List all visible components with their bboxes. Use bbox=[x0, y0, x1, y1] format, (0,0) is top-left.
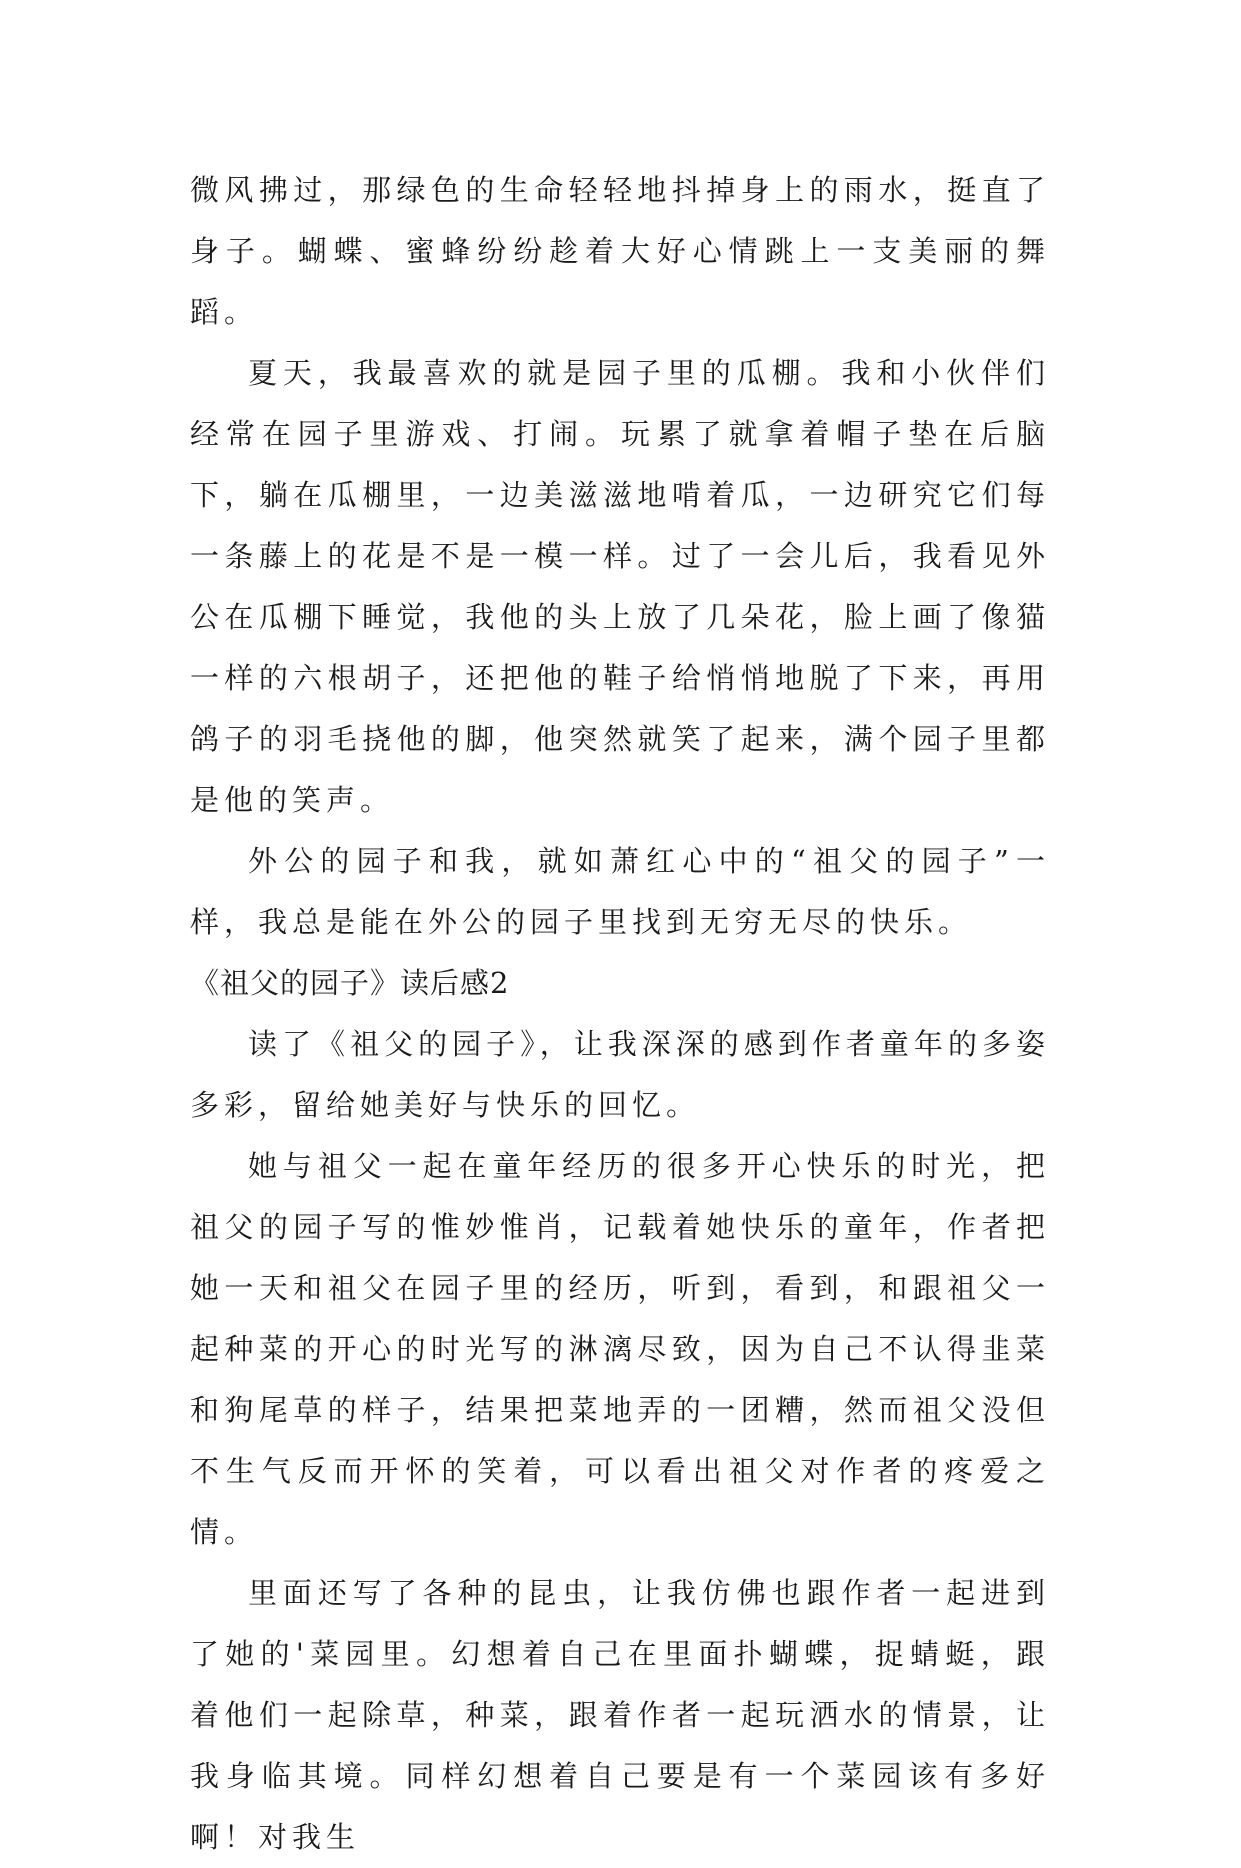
section-heading: 《祖父的园子》读后感2 bbox=[190, 966, 510, 1000]
document-body bbox=[190, 160, 1050, 1868]
paragraph-2: 夏天，我最喜欢的就是园子里的瓜棚。我和小伙伴们经常在园子里游戏、打闹。玩累了就拿着帽子垫在后脑下，躺在瓜棚里，一边美滋滋地啃着瓜，一边研究它们每一条藤上的花是不是一模一样。过了一会儿后，我看见外公在瓜棚下睡觉，我他的头上放了几朵花，脸上画了像猫一样的六根胡子，还把他的鞋子给悄悄地脱了下来，再用鸽子的羽毛挠他的脚，他突然就笑了起来，满个园子里都是他的笑声。 bbox=[190, 356, 1050, 817]
paragraph-3: 外公的园子和我，就如萧红心中的“祖父的园子”一样，我总是能在外公的园子里找到无穷无尽的快乐。 bbox=[190, 844, 1050, 939]
paragraph-4: 读了《祖父的园子》，让我深深的感到作者童年的多姿多彩，留给她美好与快乐的回忆。 bbox=[190, 1027, 1050, 1122]
paragraph-6: 里面还写了各种的昆虫，让我仿佛也跟作者一起进到了她的'菜园里。幻想着自己在里面扑蝴蝶，捉蜻蜓，跟着他们一起除草，种菜，跟着作者一起玩洒水的情景，让我身临其境。同样幻想着自己要是有一个菜园该有多好啊！对我生 bbox=[190, 1576, 1050, 1854]
paragraph-5: 她与祖父一起在童年经历的很多开心快乐的时光，把祖父的园子写的惟妙惟肖，记载着她快乐的童年，作者把她一天和祖父在园子里的经历，听到，看到，和跟祖父一起种菜的开心的时光写的淋漓尽致，因为自己不认得韭菜和狗尾草的样子，结果把菜地弄的一团糟，然而祖父没但不生气反而开怀的笑着，可以看出祖父对作者的疼爱之情。 bbox=[190, 1149, 1050, 1549]
paragraph-1: 微风拂过，那绿色的生命轻轻地抖掉身上的雨水，挺直了身子。蝴蝶、蜜蜂纷纷趁着大好心情跳上一支美丽的舞蹈。 bbox=[190, 173, 1050, 329]
